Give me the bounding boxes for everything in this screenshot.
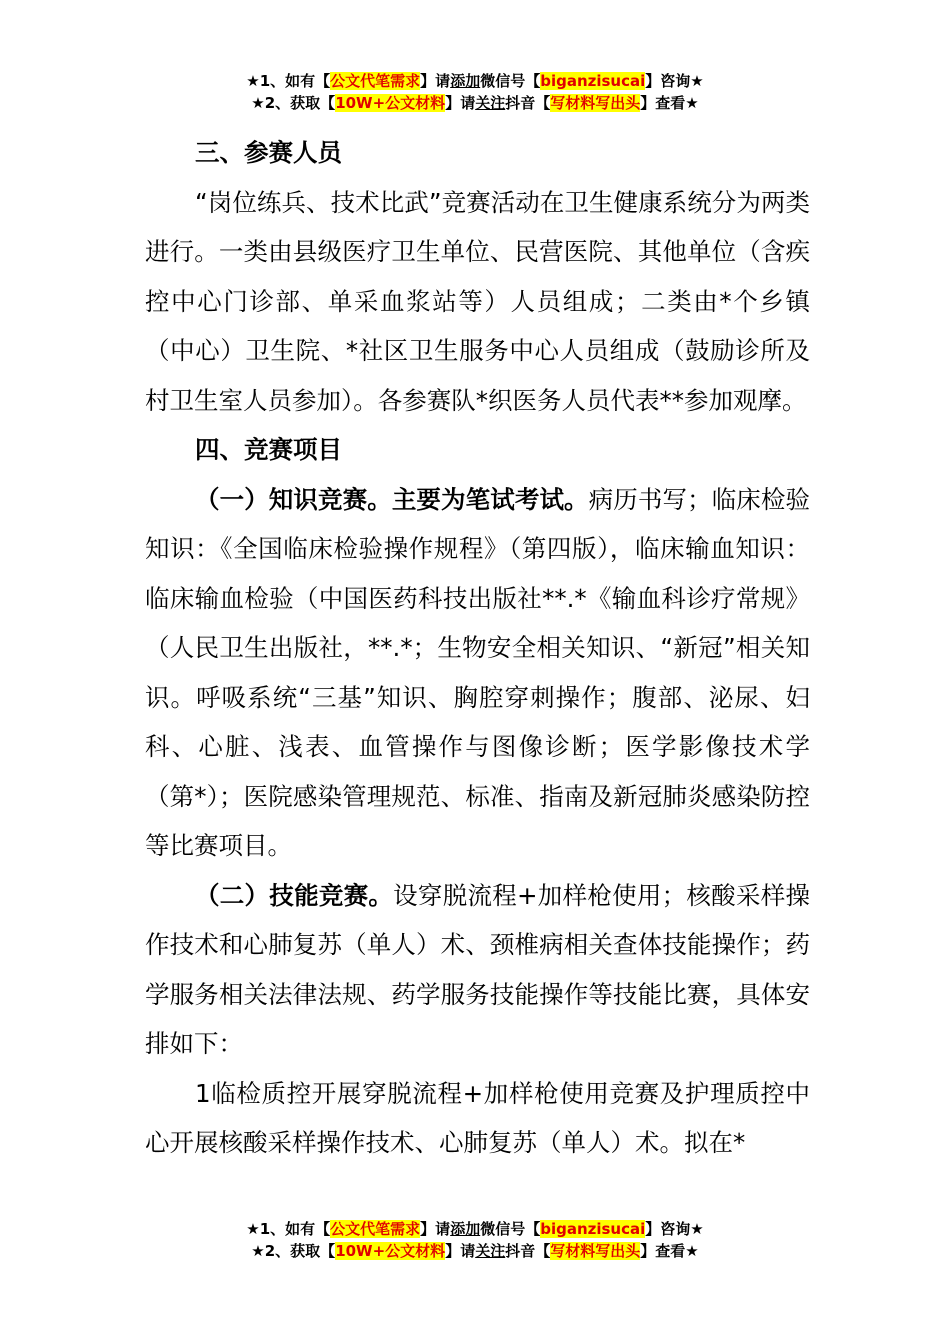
paragraph-skills-contest: （二）技能竞赛。设穿脱流程+加样枪使用；核酸采样操作技术和心肺复苏（单人）术、颈椎病相关查体技能操作；药学服务相关法律法规、药学服务技能操作等技能比赛，具体安排如下： (145, 880, 810, 1058)
subheading-knowledge-contest: （一）知识竞赛。主要为笔试考试。 (195, 484, 589, 514)
banner-highlight: 10W+公文材料 (335, 1242, 446, 1260)
banner-highlight: 公文代笔需求 (330, 72, 421, 90)
top-banner (0, 70, 950, 114)
banner-highlight: biganzisucai (540, 72, 646, 90)
banner-highlight: 10W+公文材料 (335, 94, 446, 112)
banner-highlight: 写材料写出头 (550, 1242, 641, 1260)
paragraph-knowledge-contest: （一）知识竞赛。主要为笔试考试。病历书写；临床检验知识：《全国临床检验操作规程》（第四版），临床输血知识：临床输血检验（中国医药科技出版社**.*《输血科诊疗常规》（人民卫生出版社，**.*；生物安全相关知识、“新冠”相关知识。呼吸系统“三基”知识、胸腔穿刺操作；腹部、泌尿、妇科、心脏、浅表、血管操作与图像诊断；医学影像技术学 （第*）；医院感染管理规范、标准、指南及新冠肺炎感染防控等比赛项目。 (145, 484, 811, 860)
banner-highlight: 公文代笔需求 (330, 1220, 421, 1238)
section-heading-events: 四、竞赛项目 (195, 435, 342, 464)
subheading-skills-contest: （二）技能竞赛。 (195, 880, 394, 910)
section-heading-participants: 三、参赛人员 (195, 138, 342, 167)
banner-highlight: biganzisucai (540, 1220, 646, 1238)
paragraph-participants: “岗位练兵、技术比武”竞赛活动在卫生健康系统分为两类进行。一类由县级医疗卫生单位、民营医院、其他单位（含疾控中心门诊部、单采血浆站等）人员组成；二类由*个乡镇（中心）卫生院、*社区卫生服务中心人员组成（鼓励诊所及村卫生室人员参加）。各参赛队*织医务人员代表**参加观摩。 (145, 187, 810, 415)
banner-highlight: 写材料写出头 (550, 94, 641, 112)
document-body (145, 128, 810, 1168)
banner-line-2: ★2、获取【10W+公文材料】请关注抖音【写材料写出头】查看★ (251, 94, 699, 112)
bottom-banner (0, 1218, 950, 1262)
paragraph-arrangement-1: 1临检质控开展穿脱流程+加样枪使用竞赛及护理质控中心开展核酸采样操作技术、心肺复苏（单人）术。拟在* (145, 1078, 810, 1157)
banner-line-1: ★1、如有【公文代笔需求】请添加微信号【biganzisucai】咨询★ (246, 72, 704, 90)
banner-line-1: ★1、如有【公文代笔需求】请添加微信号【biganzisucai】咨询★ (246, 1220, 704, 1238)
banner-line-2: ★2、获取【10W+公文材料】请关注抖音【写材料写出头】查看★ (251, 1242, 699, 1260)
